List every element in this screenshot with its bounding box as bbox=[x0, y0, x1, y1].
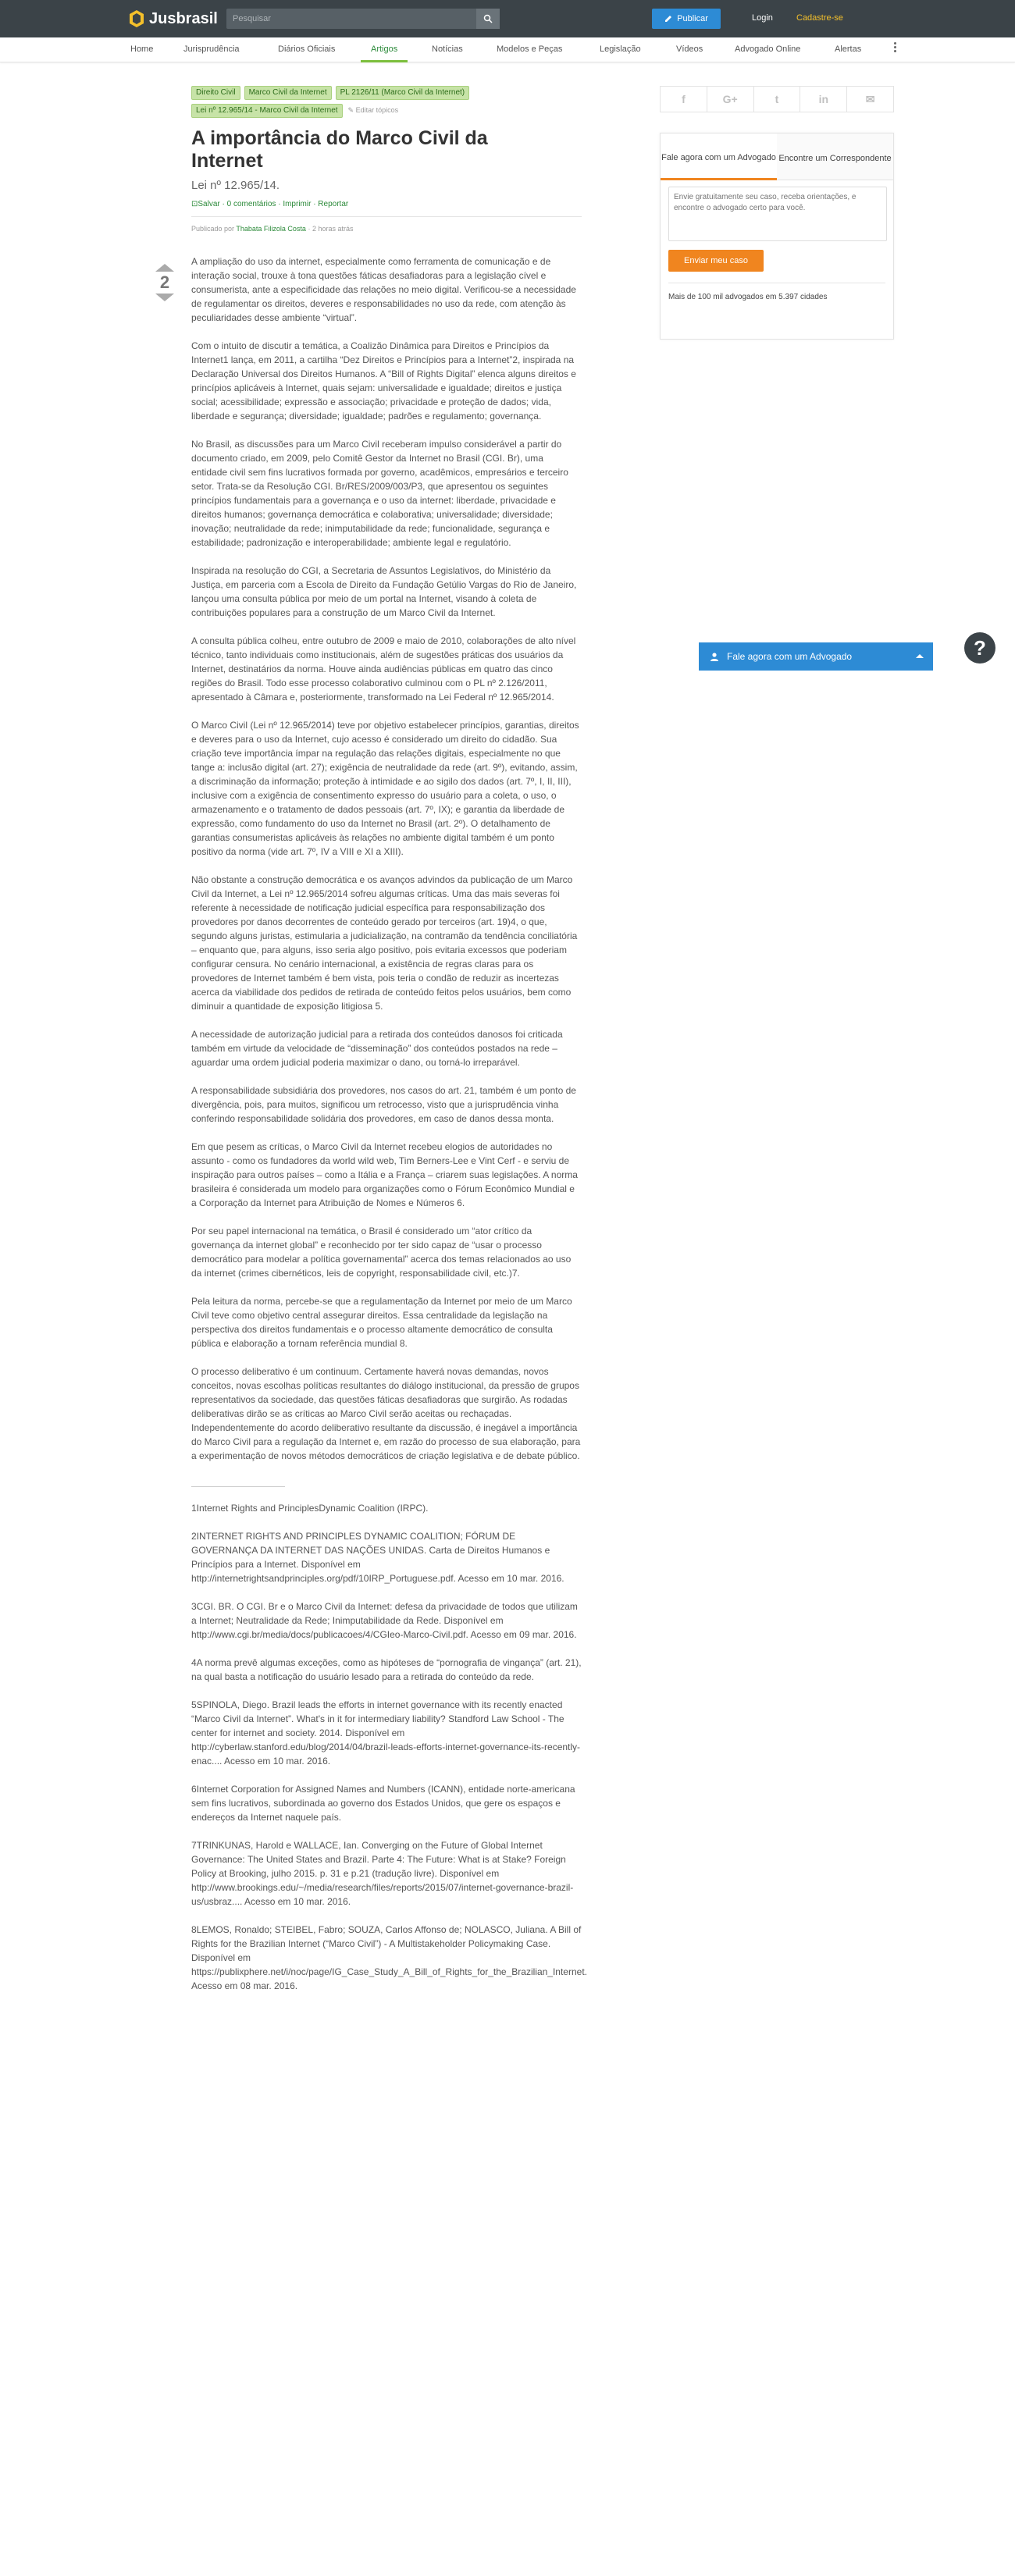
divider bbox=[191, 216, 582, 217]
paragraph: Não obstante a construção democrática e os avanços advindos da publicação de um Marco Civil da Internet, a Lei nº 12.965/2014 sofreu algumas críticas. Uma das mais severas foi referente à necessidade de notificação judicial específica para responsabilização dos provedores por danos decorrentes de conteúdo gerado por terceiros (art. 19)4, o que, segundo alguns juristas, estimularia a judicialização, na contramão da tendência conciliatória – enquanto que, para alguns, isso seria algo positivo, pois evitaria excessos que poderiam configurar censura. No cenário internacional, a existência de regras claras para os provedores de Internet também é bem vista, pois teria o condão de reduzir as incertezas acerca da viabilidade dos pedidos de retirada de conteúdo feitos pelos usuários, bem como diminuir a quantidade de exposição litigiosa 5. bbox=[191, 874, 578, 1012]
search-icon bbox=[483, 14, 493, 23]
google-plus-icon[interactable]: G+ bbox=[707, 87, 754, 112]
paragraph: O processo deliberativo é um continuum. Certamente haverá novas demandas, novos conceitos, novas escolhas políticas resultantes do diálogo institucional, da pressão de grupos representativos da sociedade, das questões fáticas desafiadoras que surgirão. As rodadas deliberativas dirão se as críticas ao Marco Civil serão aceitas ou rechaçadas. Independentemente do acordo deliberativo resultante da discussão, é inegável a importância do Marco Civil para a regulação da Internet e, em razão do processo de sua elaboração, para a experimentação de novos métodos democráticos de criação legislativa e de debate público. bbox=[191, 1366, 581, 1461]
linkedin-icon[interactable]: in bbox=[800, 87, 847, 112]
byline bbox=[191, 225, 582, 233]
footnote: 5SPINOLA, Diego. Brazil leads the efforts in internet governance with its recently enacted “Marco Civil da Internet”. What's in it for intermediary liability? Standford Law School - The center for internet and society. 2014. Disponível em http://cyberlaw.stanford.edu/blog/2014/04/brazil-leads-efforts-internet-governance-its-recently-enac.... Acesso em 10 mar. 2016. bbox=[191, 1699, 581, 1767]
paragraph: Por seu papel internacional na temática, o Brasil é considerado um “ator crítico da governança da internet global” e reconhecido por ter sido capaz de “usar o processo democrático para modelar a política governamental” acerca dos temas relacionados ao uso da internet (crimes cibernéticos, leis de copyright, responsabilidade civil, etc.)7. bbox=[191, 1226, 572, 1279]
article-actions[interactable] bbox=[191, 200, 582, 208]
footnote: 2INTERNET RIGHTS AND PRINCIPLES DYNAMIC COALITION; FÓRUM DE GOVERNANÇA DA INTERNET DAS NAÇÕES UNIDAS. Carta de Direitos Humanos e Princípios para a Internet. Disponível em http://internetrightsandprinciples.org/pdf/10IRP_Portuguese.pdf. Acesso em 10 mar. 2016. bbox=[191, 1531, 564, 1584]
author-link[interactable]: Thabata Filizola Costa bbox=[236, 225, 306, 233]
footnote: 3CGI. BR. O CGI. Br e o Marco Civil da Internet: defesa da privacidade de todos que utilizam a Internet; Neutralidade da Rede; Inimputabilidade da Rede. Disponível em http://www.cgi.br/media/docs/publicacoes/4/CGIeo-Marco-Civil.pdf. Acesso em 09 mar. 2016. bbox=[191, 1601, 578, 1640]
article bbox=[191, 86, 587, 2007]
publish-button[interactable] bbox=[652, 9, 721, 29]
footnote: 7TRINKUNAS, Harold e WALLACE, Ian. Converging on the Future of Global Internet Governance: The United States and Brazil. Parte 4: The Future: What is at Stake? Foreign Policy at Brooking, julho 2015. p. 31 e p.21 (tradução livre). Disponível em http://www.brookings.edu/~/media/research/files/reports/2015/07/internet-governance-brazil-us/usbraz.... Acesso em 10 mar. 2016. bbox=[191, 1840, 574, 1907]
floating-chat-label: Fale agora com um Advogado bbox=[727, 651, 853, 662]
topic-tag[interactable]: Direito Civil bbox=[191, 86, 240, 100]
lawyer-tabs bbox=[661, 133, 893, 180]
more-menu-icon[interactable] bbox=[894, 42, 897, 53]
nav-jurisprudencia[interactable]: Jurisprudência bbox=[183, 44, 240, 54]
paragraph: Inspirada na resolução do CGI, a Secretaria de Assuntos Legislativos, do Ministério da Justiça, em parceria com a Escola de Direito da Fundação Getúlio Vargas do Rio de Janeiro, lançou uma consulta pública por meio de um portal na Internet, visando à coleta de contribuições populares para a construção de um Marco Civil da Internet. bbox=[191, 565, 577, 618]
bookmark-icon: ⊡ bbox=[191, 200, 198, 208]
share-bar bbox=[660, 86, 894, 112]
article-body bbox=[191, 254, 587, 1993]
topic-tag[interactable]: Lei nº 12.965/14 - Marco Civil da Internet bbox=[191, 104, 343, 118]
paragraph: No Brasil, as discussões para um Marco Civil receberam impulso considerável a partir do documento criado, em 2009, pelo Comitê Gestor da Internet no Brasil (CGI. Br), uma entidade civil sem fins lucrativos formada por governo, acadêmicos, empresários e terceiro setor. Trata-se da Resolução CGI. Br/RES/2009/003/P3, que apresentou os seguintes princípios fundamentais para a governança e o uso da internet: liberdade, privacidade e direitos humanos; governança democrática e colaborativa; universalidade; diversidade; inovação; neutralidade da rede; inimputabilidade da rede; funcionalidade, segurança e estabilidade; padronização e interoperabilidade; ambiente legal e regulatório. bbox=[191, 439, 568, 548]
main-nav bbox=[0, 37, 1015, 62]
edit-topics-label: Editar tópicos bbox=[355, 106, 399, 114]
article-subtitle: Lei nº 12.965/14. bbox=[191, 179, 280, 192]
footnote-divider bbox=[191, 1486, 285, 1487]
top-bar bbox=[0, 0, 1015, 37]
nav-videos[interactable]: Vídeos bbox=[676, 44, 703, 54]
topic-tag[interactable]: Marco Civil da Internet bbox=[244, 86, 332, 100]
topic-tags bbox=[191, 86, 527, 118]
signup-link[interactable]: Cadastre-se bbox=[796, 13, 843, 23]
published-time: · 2 horas atrás bbox=[308, 225, 354, 233]
send-case-button[interactable]: Enviar meu caso bbox=[668, 250, 764, 272]
paragraph: A consulta pública colheu, entre outubro de 2009 e maio de 2010, colaborações de alto nível técnico, tanto individuais como institucionais, além de sugestões práticas dos usuários da Internet, destinatários da norma. Houve ainda audiências públicas em quatro das cinco regiões do Brasil. Todo esse processo colaborativo culminou com o PL nº 2.126/2011, apresentado à Câmara e, posteriormente, transformado na Lei Federal nº 12.965/2014. bbox=[191, 635, 576, 703]
lawyer-form bbox=[661, 180, 893, 308]
topic-tag[interactable]: PL 2126/11 (Marco Civil da Internet) bbox=[336, 86, 470, 100]
footnote: 4A norma prevê algumas exceções, como as hipóteses de “pornografia de vingança” (art. 21), na qual basta a notificação do usuário lesado para a retirada do conteúdo da rede. bbox=[191, 1657, 582, 1682]
article-title: A importância do Marco Civil da Internet bbox=[191, 127, 488, 172]
paragraph: Pela leitura da norma, percebe-se que a regulamentação da Internet por meio de um Marco Civil teve como objetivo central assegurar direitos. Essa centralidade da legislação na perspectiva dos direitos fundamentais e o processo altamente democrático de consulta pública e elaboração a tornam referência mundial 8. bbox=[191, 1296, 572, 1349]
article-actions-label: Salvar · 0 comentários · Imprimir · Reportar bbox=[198, 200, 349, 208]
nav-artigos[interactable]: Artigos bbox=[371, 44, 398, 54]
footnote: 8LEMOS, Ronaldo; STEIBEL, Fabro; SOUZA, Carlos Affonso de; NOLASCO, Juliana. A Bill of Rights for the Brazilian Internet (“Marco Civil”) - A Multistakeholder Policymaking Case. Disponível em https://publixphere.net/i/noc/page/IG_Case_Study_A_Bill_of_Rights_for_the_Brazilian_Internet. Acesso em 08 mar. 2016. bbox=[191, 1924, 587, 1991]
nav-noticias[interactable]: Notícias bbox=[432, 44, 463, 54]
jusbrasil-logo[interactable] bbox=[129, 9, 218, 29]
lawyer-count-text: Mais de 100 mil advogados em 5.397 cidades bbox=[668, 293, 828, 301]
vote-count: 2 bbox=[159, 272, 170, 292]
search-bar bbox=[226, 9, 500, 29]
nav-modelos-pecas[interactable]: Modelos e Peças bbox=[497, 44, 563, 54]
user-icon bbox=[710, 652, 719, 661]
vote-widget bbox=[155, 264, 175, 301]
logo-text: Jusbrasil bbox=[149, 9, 218, 27]
nav-diarios-oficiais[interactable]: Diários Oficiais bbox=[278, 44, 336, 54]
paragraph: A ampliação do uso da internet, especialmente como ferramenta de comunicação e de interação social, trouxe à tona questões fáticas desafiadoras para a legislação cível e consumerista, ante a especificidade das relações no meio digital. Verificou-se a necessidade de regulamentar os direitos, deveres e responsabilidades no uso da rede, com atenção às peculiaridades desse ambiente “virtual”. bbox=[191, 256, 576, 323]
tab-find-correspondent[interactable]: Encontre um Correspondente bbox=[777, 133, 893, 180]
active-nav-indicator bbox=[361, 60, 408, 62]
search-input[interactable] bbox=[226, 9, 475, 29]
upvote-icon[interactable] bbox=[155, 264, 174, 272]
paragraph: A necessidade de autorização judicial para a retirada dos conteúdos danosos foi criticada também em virtude da velocidade de “disseminação” dos conteúdos postados na rede – aguardar uma ordem judicial poderia maximizar o dano, ou torná-lo irreparável. bbox=[191, 1029, 563, 1068]
paragraph: Com o intuito de discutir a temática, a Coalizão Dinâmica para Direitos e Princípios da Internet1 lança, em 2011, a cartilha “Dez Direitos e Princípios para a Internet”2, inspirada na Declaração Universal dos Direitos Humanos. A “Bill of Rights Digital” elenca alguns direitos e princípios aplicáveis à Internet, quais sejam: universalidade e igualdade; direitos e justiça social; acessibilidade; expressão e associação; privacidade e proteção de dados; vida, liberdade e segurança; diversidade; igualdade; padrões e regulamento; governança. bbox=[191, 340, 576, 422]
email-icon[interactable]: ✉ bbox=[865, 92, 875, 105]
pencil-icon bbox=[664, 15, 672, 23]
footnote: 1Internet Rights and PrinciplesDynamic Coalition (IRPC). bbox=[191, 1503, 429, 1514]
publish-label: Publicar bbox=[677, 14, 708, 23]
nav-legislacao[interactable]: Legislação bbox=[600, 44, 641, 54]
nav-advogado-online[interactable]: Advogado Online bbox=[735, 44, 801, 54]
edit-topics-link[interactable]: ✎ Editar tópicos bbox=[347, 106, 399, 114]
lawyer-contact-box bbox=[660, 133, 894, 340]
footnote: 6Internet Corporation for Assigned Names and Numbers (ICANN), entidade norte-americana sem fins lucrativos, subordinada ao governo dos Estados Unidos, que gere os espaços e endereços da Internet naquele país. bbox=[191, 1784, 575, 1823]
search-button[interactable] bbox=[476, 9, 500, 29]
tab-talk-to-lawyer[interactable]: Fale agora com um Advogado bbox=[661, 133, 777, 180]
chevron-up-icon bbox=[916, 654, 924, 658]
login-link[interactable]: Login bbox=[752, 13, 773, 23]
paragraph: O Marco Civil (Lei nº 12.965/2014) teve por objetivo estabelecer princípios, garantias, direitos e deveres para o uso da Internet, cujo acesso é considerado um direito do cidadão. Sua criação teve importância ímpar na regulação das relações digitais, especialmente no que tange a: inclusão digital (art. 27); exigência de neutralidade da rede (art. 9º), evitando, assim, a discriminação da informação; proteção à intimidade e ao sigilo dos dados (art. 7º, I, II, III), inclusive com a exigência de consentimento expresso do usuário para a coleta, o uso, o armazenamento e o tratamento de dados pessoais (art. 7º, IX); e garantia da liberdade de expressão, como fundamento do uso da Internet no Brasil (art. 2º). O detalhamento de garantias consumeristas aplicáveis às relações no ambiente digital também é um ponto positivo da norma (vide art. 7º, IV a VIII e XI a XIII). bbox=[191, 720, 579, 857]
help-button[interactable]: ? bbox=[964, 632, 995, 664]
twitter-icon[interactable]: t bbox=[754, 87, 801, 112]
facebook-icon[interactable]: f bbox=[661, 87, 707, 112]
case-textarea[interactable] bbox=[668, 187, 887, 241]
paragraph: A responsabilidade subsidiária dos provedores, nos casos do art. 21, também é um ponto de divergência, pois, para muitos, significou um retrocesso, visto que a jurisprudência vinha conferindo responsabilidade solidária dos provedores, em caso de danos dessa monta. bbox=[191, 1085, 576, 1124]
nav-home[interactable]: Home bbox=[130, 44, 154, 54]
logo-icon bbox=[129, 9, 144, 28]
paragraph: Em que pesem as críticas, o Marco Civil da Internet recebeu elogios de autoridades no assunto - como os fundadores da world wild web, Tim Berners-Lee e Vint Cerf - e serviu de inspiração para outros países – como a Itália e a França – criarem suas legislações. A norma brasileira é considerada um modelo para organizações como o Fórum Econômico Mundial e a Corporação da Internet para Atribuição de Nomes e Números 6. bbox=[191, 1141, 578, 1208]
byline-prefix: Publicado por bbox=[191, 225, 235, 233]
downvote-icon[interactable] bbox=[155, 294, 174, 301]
floating-lawyer-chat[interactable] bbox=[699, 642, 933, 671]
nav-alertas[interactable]: Alertas bbox=[835, 44, 862, 54]
